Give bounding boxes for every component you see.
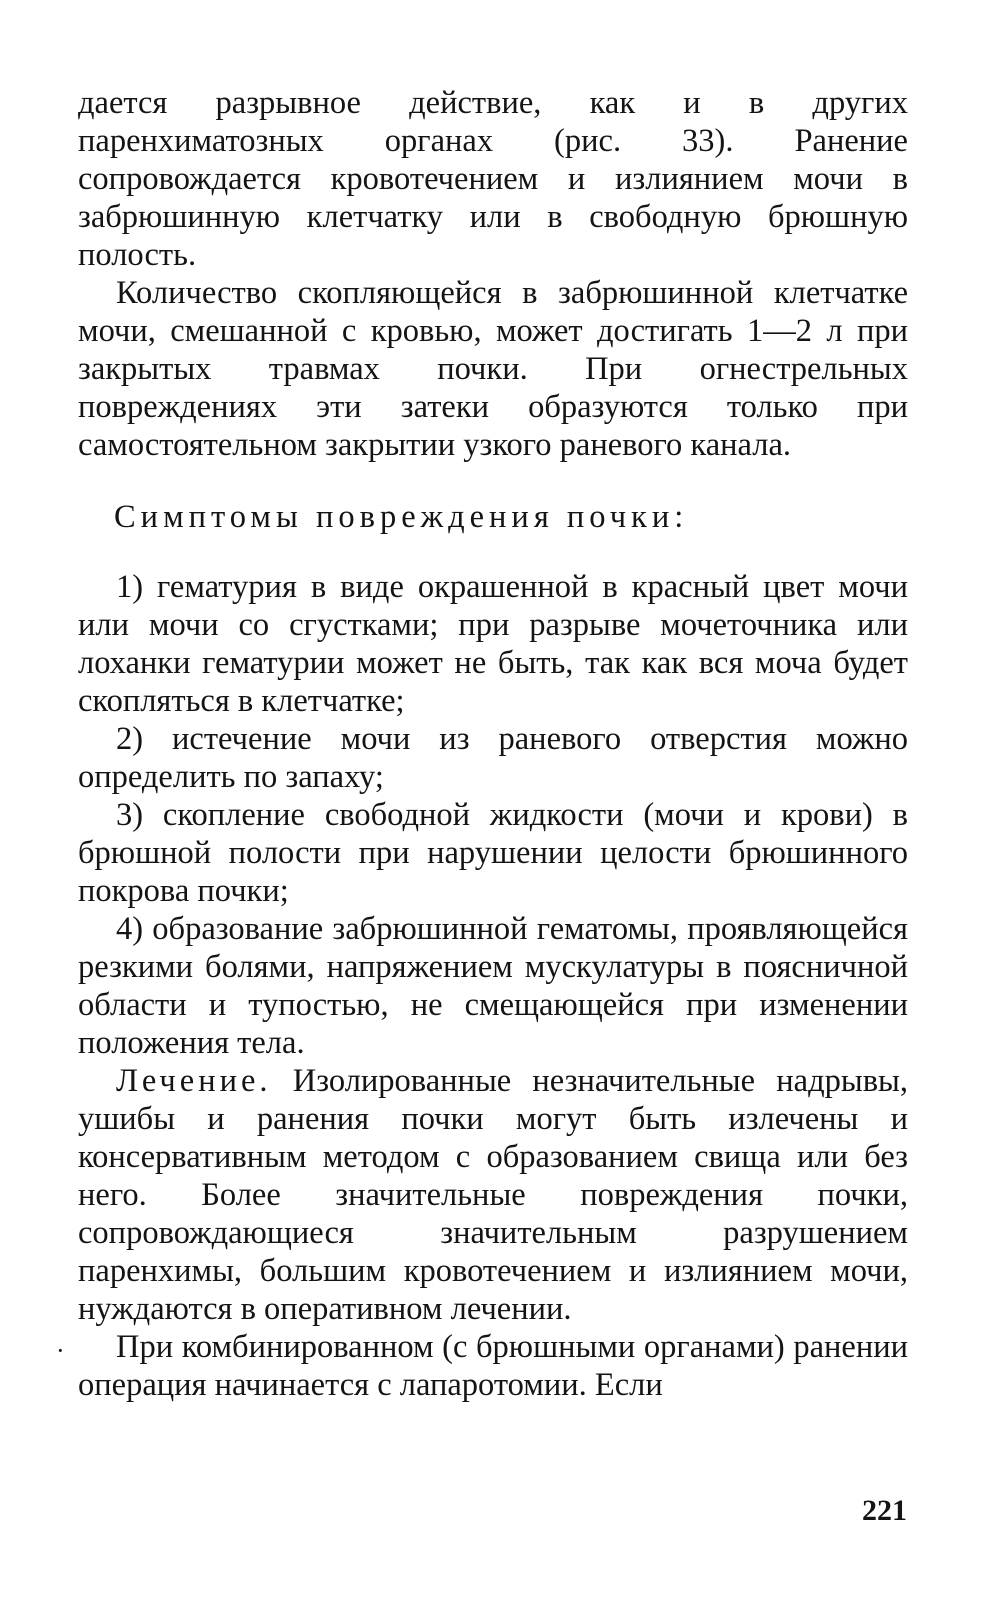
symptom-item-3: 3) скопление свободной жидкости (мочи и крови) в брюшной полости при нарушении целости брюшинного покрова почки; [78,797,908,909]
symptom-item-2: 2) истечение мочи из раневого отверстия можно определить по запаху; [78,721,908,795]
paragraph-2: Количество скопляющейся в забрюшинной клетчатке мочи, смешанной с кровью, может достигать 1—2 л при закрытых травмах почки. При огнестрельных повреждениях эти затеки образуются только при самостоятельном закрытии узкого раневого канала. [78,275,908,463]
page-body [78,84,908,1404]
symptom-item-1: 1) гематурия в виде окрашенной в красный цвет мочи или мочи со сгустками; при разрыве мочеточника или лоханки гематурии может не быть, так как вся моча будет скопляться в клетчатке; [78,569,908,719]
margin-mark: · [56,1336,65,1365]
treatment-text: Изолированные незначительные надрывы, ушибы и ранения почки могут быть излечены и консервативным методом с образованием свища или без него. Более значительные повреждения почки, сопровождающиеся значительным разрушением паренхимы, большим кровотечением и излиянием мочи, нуждаются в оперативном лечении. [78,1063,908,1327]
page-number: 221 [862,1494,907,1527]
symptoms-heading: Симптомы повреждения почки: [114,499,689,535]
treatment-label: Лечение. [116,1063,272,1099]
treatment-paragraph [78,1062,908,1328]
last-paragraph: При комбинированном (с брюшными органами) ранении операция начинается с лапаротомии. Если [78,1329,908,1403]
paragraph-1: дается разрывное действие, как и в других паренхиматозных органах (рис. 33). Ранение сопровождается кровотечением и излиянием мочи в забрюшинную клетчатку или в свободную брюшную полость. [78,85,908,273]
symptom-item-4: 4) образование забрюшинной гематомы, проявляющейся резкими болями, напряжением мускулатуры в поясничной области и тупостью, не смещающейся при изменении положения тела. [78,911,908,1061]
